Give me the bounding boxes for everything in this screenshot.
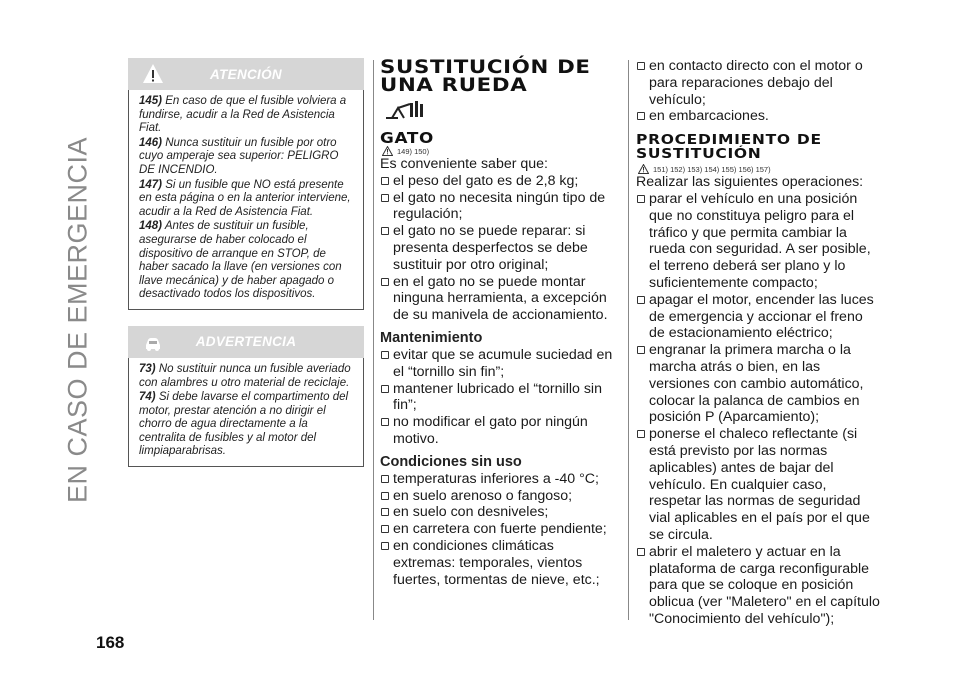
list-item: temperaturas inferiores a -40 °C;	[380, 471, 620, 488]
car-hand-icon	[142, 331, 164, 353]
atencion-header	[128, 58, 364, 90]
list-item: el gato no necesita ningún tipo de regulación;	[380, 190, 620, 224]
list-item: evitar que se acumule suciedad en el “tornillo sin fin”;	[380, 347, 620, 381]
list-item: el gato no se puede reparar: si presenta desperfectos se debe sustituir por otro original;	[380, 223, 620, 273]
procedimiento-intro: Realizar las siguientes operaciones:	[636, 174, 864, 191]
advertencia-title: ADVERTENCIA	[195, 334, 297, 350]
atencion-item: 148) Antes de sustituir un fusible, asegurarse de haber colocado el dispositivo de arranque en STOP, de haber sacado la llave (en versiones con llave mecánica) y de haber apagado o desactivado todos los dispositivos.	[139, 220, 342, 301]
list-item: parar el vehículo en una posición que no constituya peligro para el tráfico y que permita cambiar la rueda con seguridad. A ser posible, el terreno deberá ser plano y lo suficientemente compacto;	[636, 191, 880, 292]
procedimiento-title-line1: PROCEDIMIENTO DE	[636, 132, 822, 149]
section-title: EN CASO DE EMERGENCIA	[62, 136, 93, 504]
main-title-line1: SUSTITUCIÓN DE	[380, 56, 591, 78]
list-item: ponerse el chaleco reflectante (si está previsto por las normas aplicables) antes de bajar del vehículo. En cualquier caso, respetar las normas de seguridad vial aplicables en el país por el que se circula.	[636, 426, 880, 544]
list-item: el peso del gato es de 2,8 kg;	[380, 173, 620, 190]
condiciones-title: Condiciones sin uso	[380, 453, 522, 470]
atencion-item: 146) Nunca sustituir un fusible por otro cuyo amperaje sea superior: PELIGRO DE INCENDIO.	[139, 136, 339, 176]
warning-triangle-icon	[142, 63, 164, 85]
gato-intro: Es conveniente saber que:	[380, 156, 548, 172]
advertencia-item: 74) Si debe lavarse el compartimento del motor, prestar atención a no dirigir el chorro de agua directamente a la centralita de fusibles y al motor del limpiaparabrisas.	[139, 391, 349, 458]
page-number: 168	[96, 633, 125, 652]
atencion-body	[128, 90, 364, 310]
atencion-title: ATENCIÓN	[210, 66, 282, 82]
atencion-item: 145) En caso de que el fusible volviera a fundirse, acudir a la Red de Asistencia Fiat.	[139, 95, 347, 135]
column-procedimiento	[636, 58, 880, 628]
list-item: mantener lubricado el “tornillo sin fin”;	[380, 381, 620, 415]
list-item: engranar la primera marcha o la marcha atrás o bien, en las versiones con cambio automático, colocar la palanca de cambios en posición P (Aparcamiento);	[636, 342, 880, 426]
list-item: apagar el motor, encender las luces de emergencia y accionar el freno de estacionamiento eléctrico;	[636, 292, 880, 342]
column-gato	[380, 58, 620, 588]
list-item: no modificar el gato por ningún motivo.	[380, 414, 620, 448]
list-item: en condiciones climáticas extremas: temporales, vientos fuertes, tormentas de nieve, etc.;	[380, 538, 620, 588]
advertencia-item: 73) No sustituir nunca un fusible averiado con alambres u otro material de reciclaje.	[139, 362, 351, 389]
list-item: en suelo arenoso o fangoso;	[380, 488, 620, 505]
warning-triangle-icon	[638, 164, 649, 174]
column-divider	[373, 60, 374, 620]
main-title-line2: UNA RUEDA	[380, 74, 528, 96]
list-item: en contacto directo con el motor o para reparaciones debajo del vehículo;	[636, 58, 880, 108]
list-item: en embarcaciones.	[636, 108, 880, 125]
list-item: en suelo con desniveles;	[380, 504, 620, 521]
warning-triangle-icon	[382, 146, 393, 156]
mantenimiento-title: Mantenimiento	[380, 329, 483, 346]
advertencia-header	[128, 326, 364, 358]
procedimiento-refs: 151) 152) 153) 154) 155) 156) 157)	[638, 164, 880, 174]
list-item: abrir el maletero y actuar en la plataforma de carga reconfigurable para que se coloque en posición oblicua (ver "Maletero" en el capítulo "Conocimiento del vehículo");	[636, 544, 880, 628]
list-item: en carretera con fuerte pendiente;	[380, 521, 620, 538]
column-warnings	[128, 58, 364, 467]
atencion-item: 147) Si un fusible que NO está presente en esta página o en la anterior interviene, acudir a la Red de Asistencia Fiat.	[139, 178, 351, 218]
gato-title: GATO	[380, 129, 434, 147]
jack-icon	[384, 100, 426, 122]
advertencia-body	[128, 358, 364, 467]
procedimiento-title-line2: SUSTITUCIÓN	[636, 146, 762, 163]
list-item: en el gato no se puede montar ninguna herramienta, a excepción de su manivela de accionamiento.	[380, 274, 620, 324]
gato-refs: 149) 150)	[382, 146, 620, 156]
